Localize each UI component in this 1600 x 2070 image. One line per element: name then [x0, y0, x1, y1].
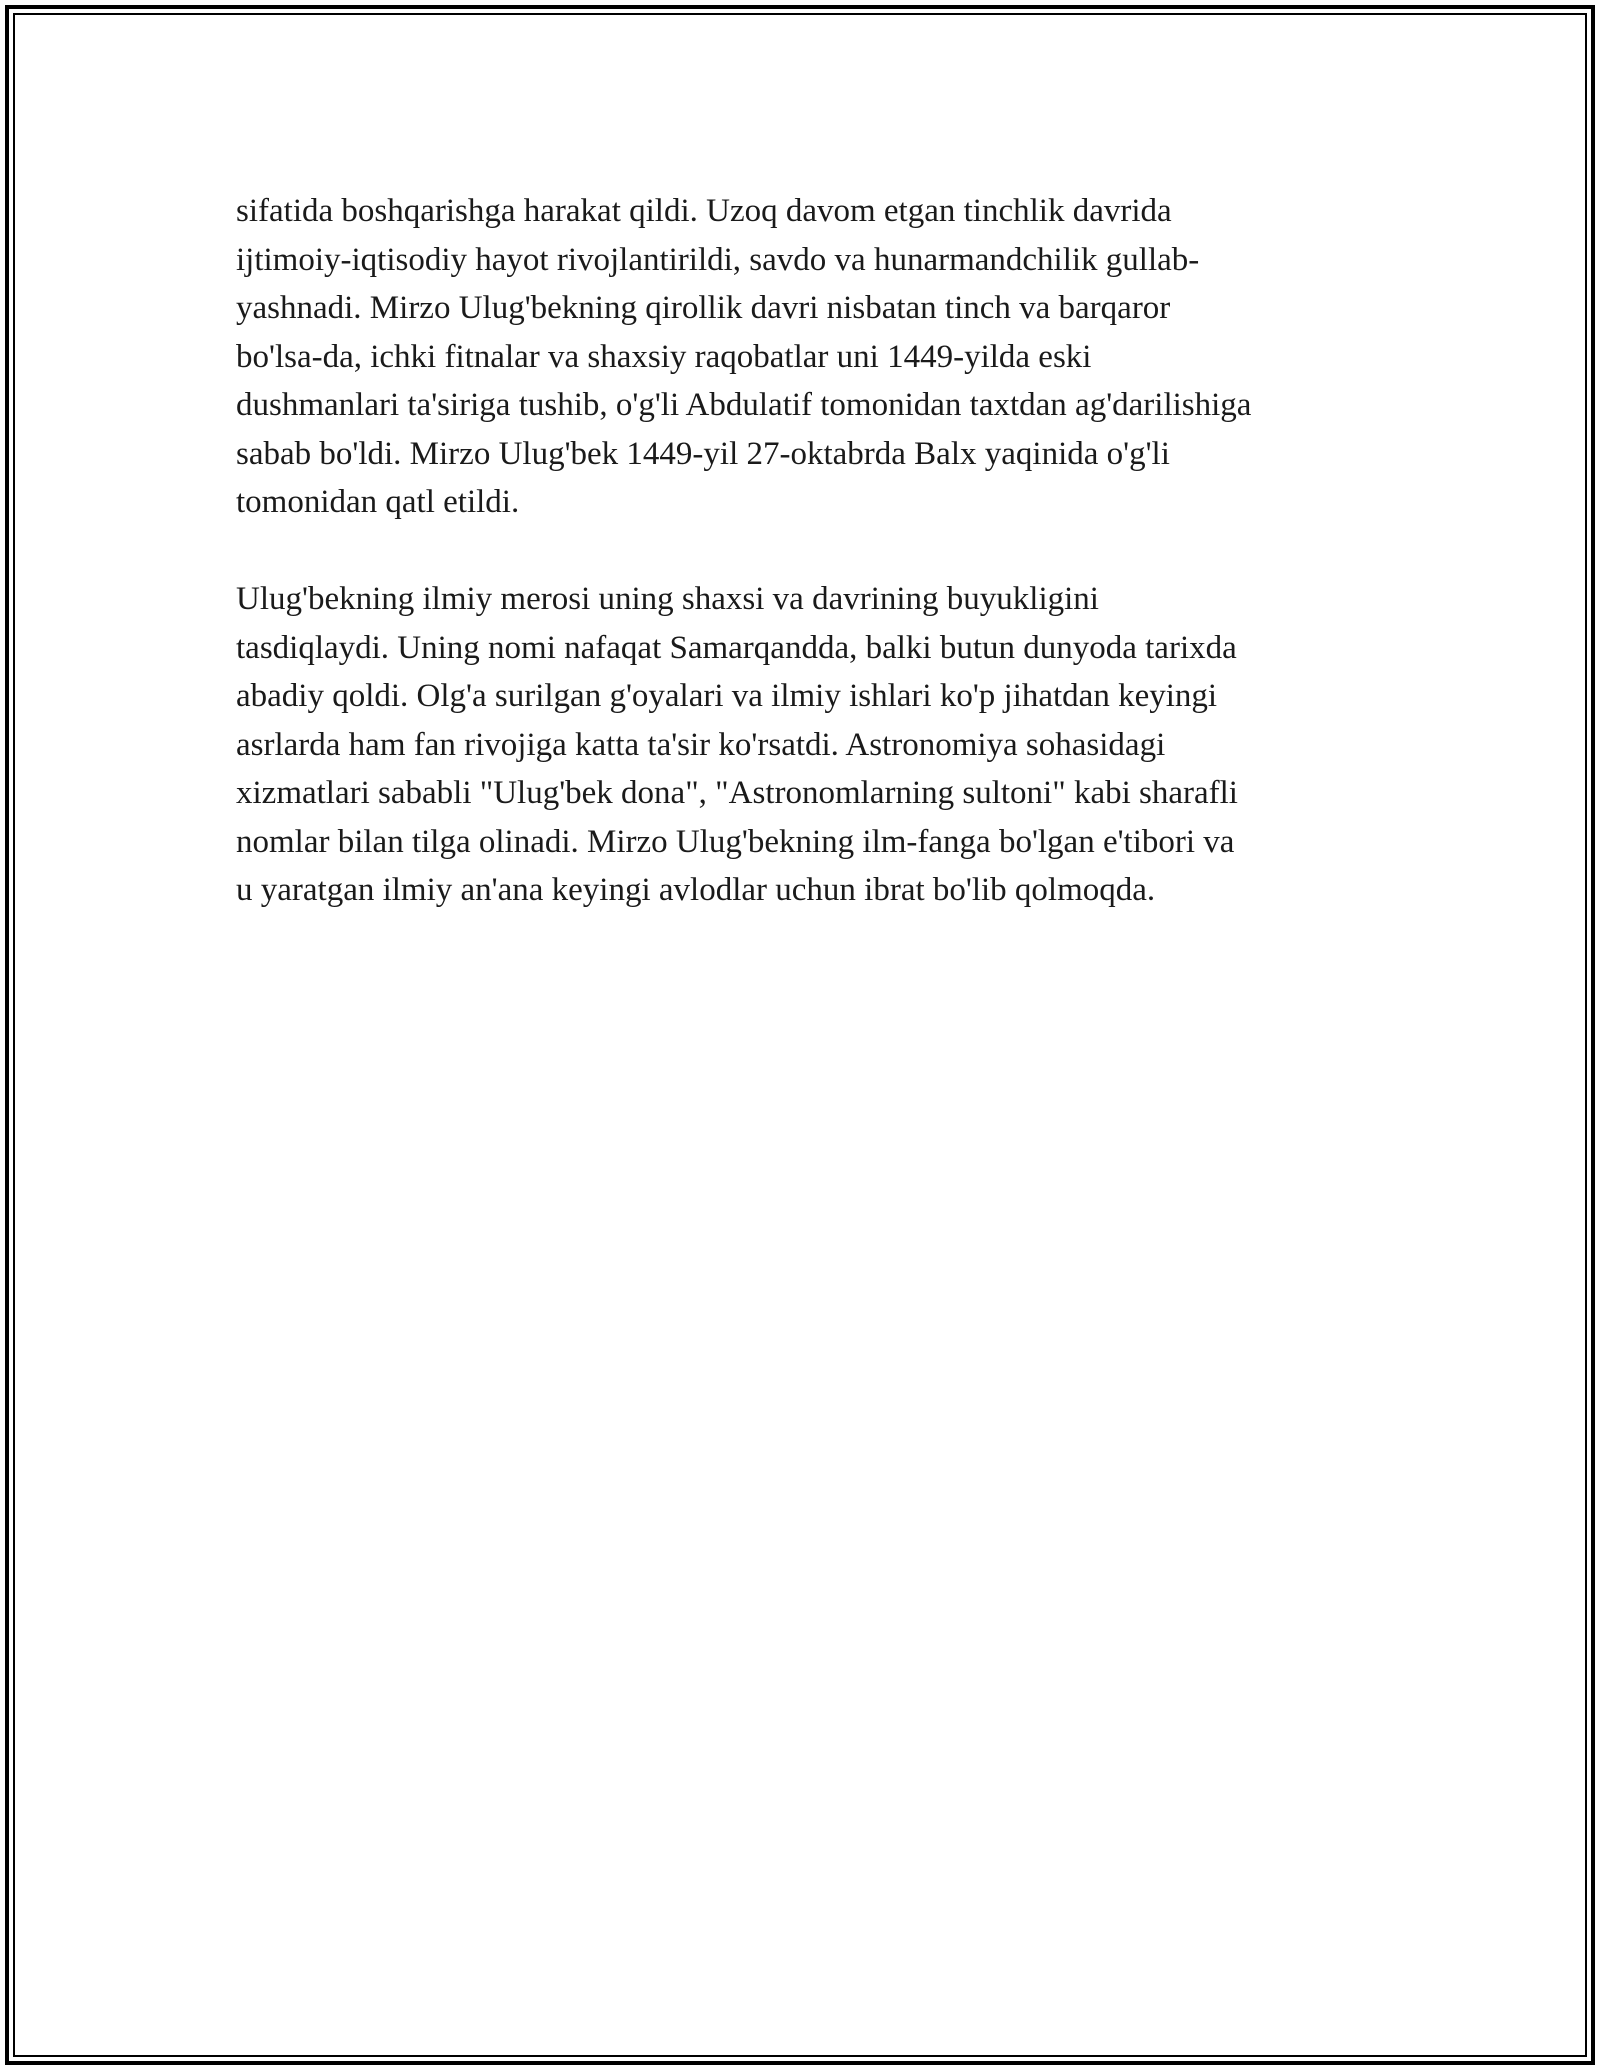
- text-line: Ulug'bekning ilmiy merosi uning shaxsi va davrining buyukligini: [236, 581, 1099, 617]
- text-line: dushmanlari ta'siriga tushib, o'g'li Abdulatif tomonidan taxtdan ag'darilishiga: [236, 387, 1252, 423]
- text-line: u yaratgan ilmiy an'ana keyingi avlodlar uchun ibrat bo'lib qolmoqda.: [236, 872, 1156, 908]
- text-line: xizmatlari sababli "Ulug'bek dona", "Astronomlarning sultoni" kabi sharafli: [236, 775, 1238, 811]
- text-line: tomonidan qatl etildi.: [236, 484, 520, 520]
- text-line: yashnadi. Mirzo Ulug'bekning qirollik davri nisbatan tinch va barqaror: [236, 290, 1171, 326]
- text-line: nomlar bilan tilga olinadi. Mirzo Ulug'bekning ilm-fanga bo'lgan e'tibori va: [236, 823, 1235, 860]
- text-line: asrlarda ham fan rivojiga katta ta'sir ko'rsatdi. Astronomiya sohasidagi: [236, 726, 1166, 763]
- paragraph-legacy: [236, 575, 1386, 915]
- text-line: sabab bo'ldi. Mirzo Ulug'bek 1449-yil 27-oktabrda Balx yaqinida o'g'li: [236, 435, 1170, 472]
- text-line: ijtimoiy-iqtisodiy hayot rivojlantirildi, savdo va hunarmandchilik gullab-: [236, 241, 1200, 278]
- text-line: sifatida boshqarishga harakat qildi. Uzoq davom etgan tinchlik davrida: [236, 193, 1172, 229]
- text-line: abadiy qoldi. Olg'a surilgan g'oyalari va ilmiy ishlari ko'p jihatdan keyingi: [236, 678, 1218, 714]
- paragraph-reign: [236, 187, 1386, 527]
- document-body: [236, 187, 1386, 915]
- text-line: tasdiqlaydi. Uning nomi nafaqat Samarqandda, balki butun dunyoda tarixda: [236, 629, 1237, 666]
- text-line: bo'lsa-da, ichki fitnalar va shaxsiy raqobatlar uni 1449-yilda eski: [236, 338, 1092, 375]
